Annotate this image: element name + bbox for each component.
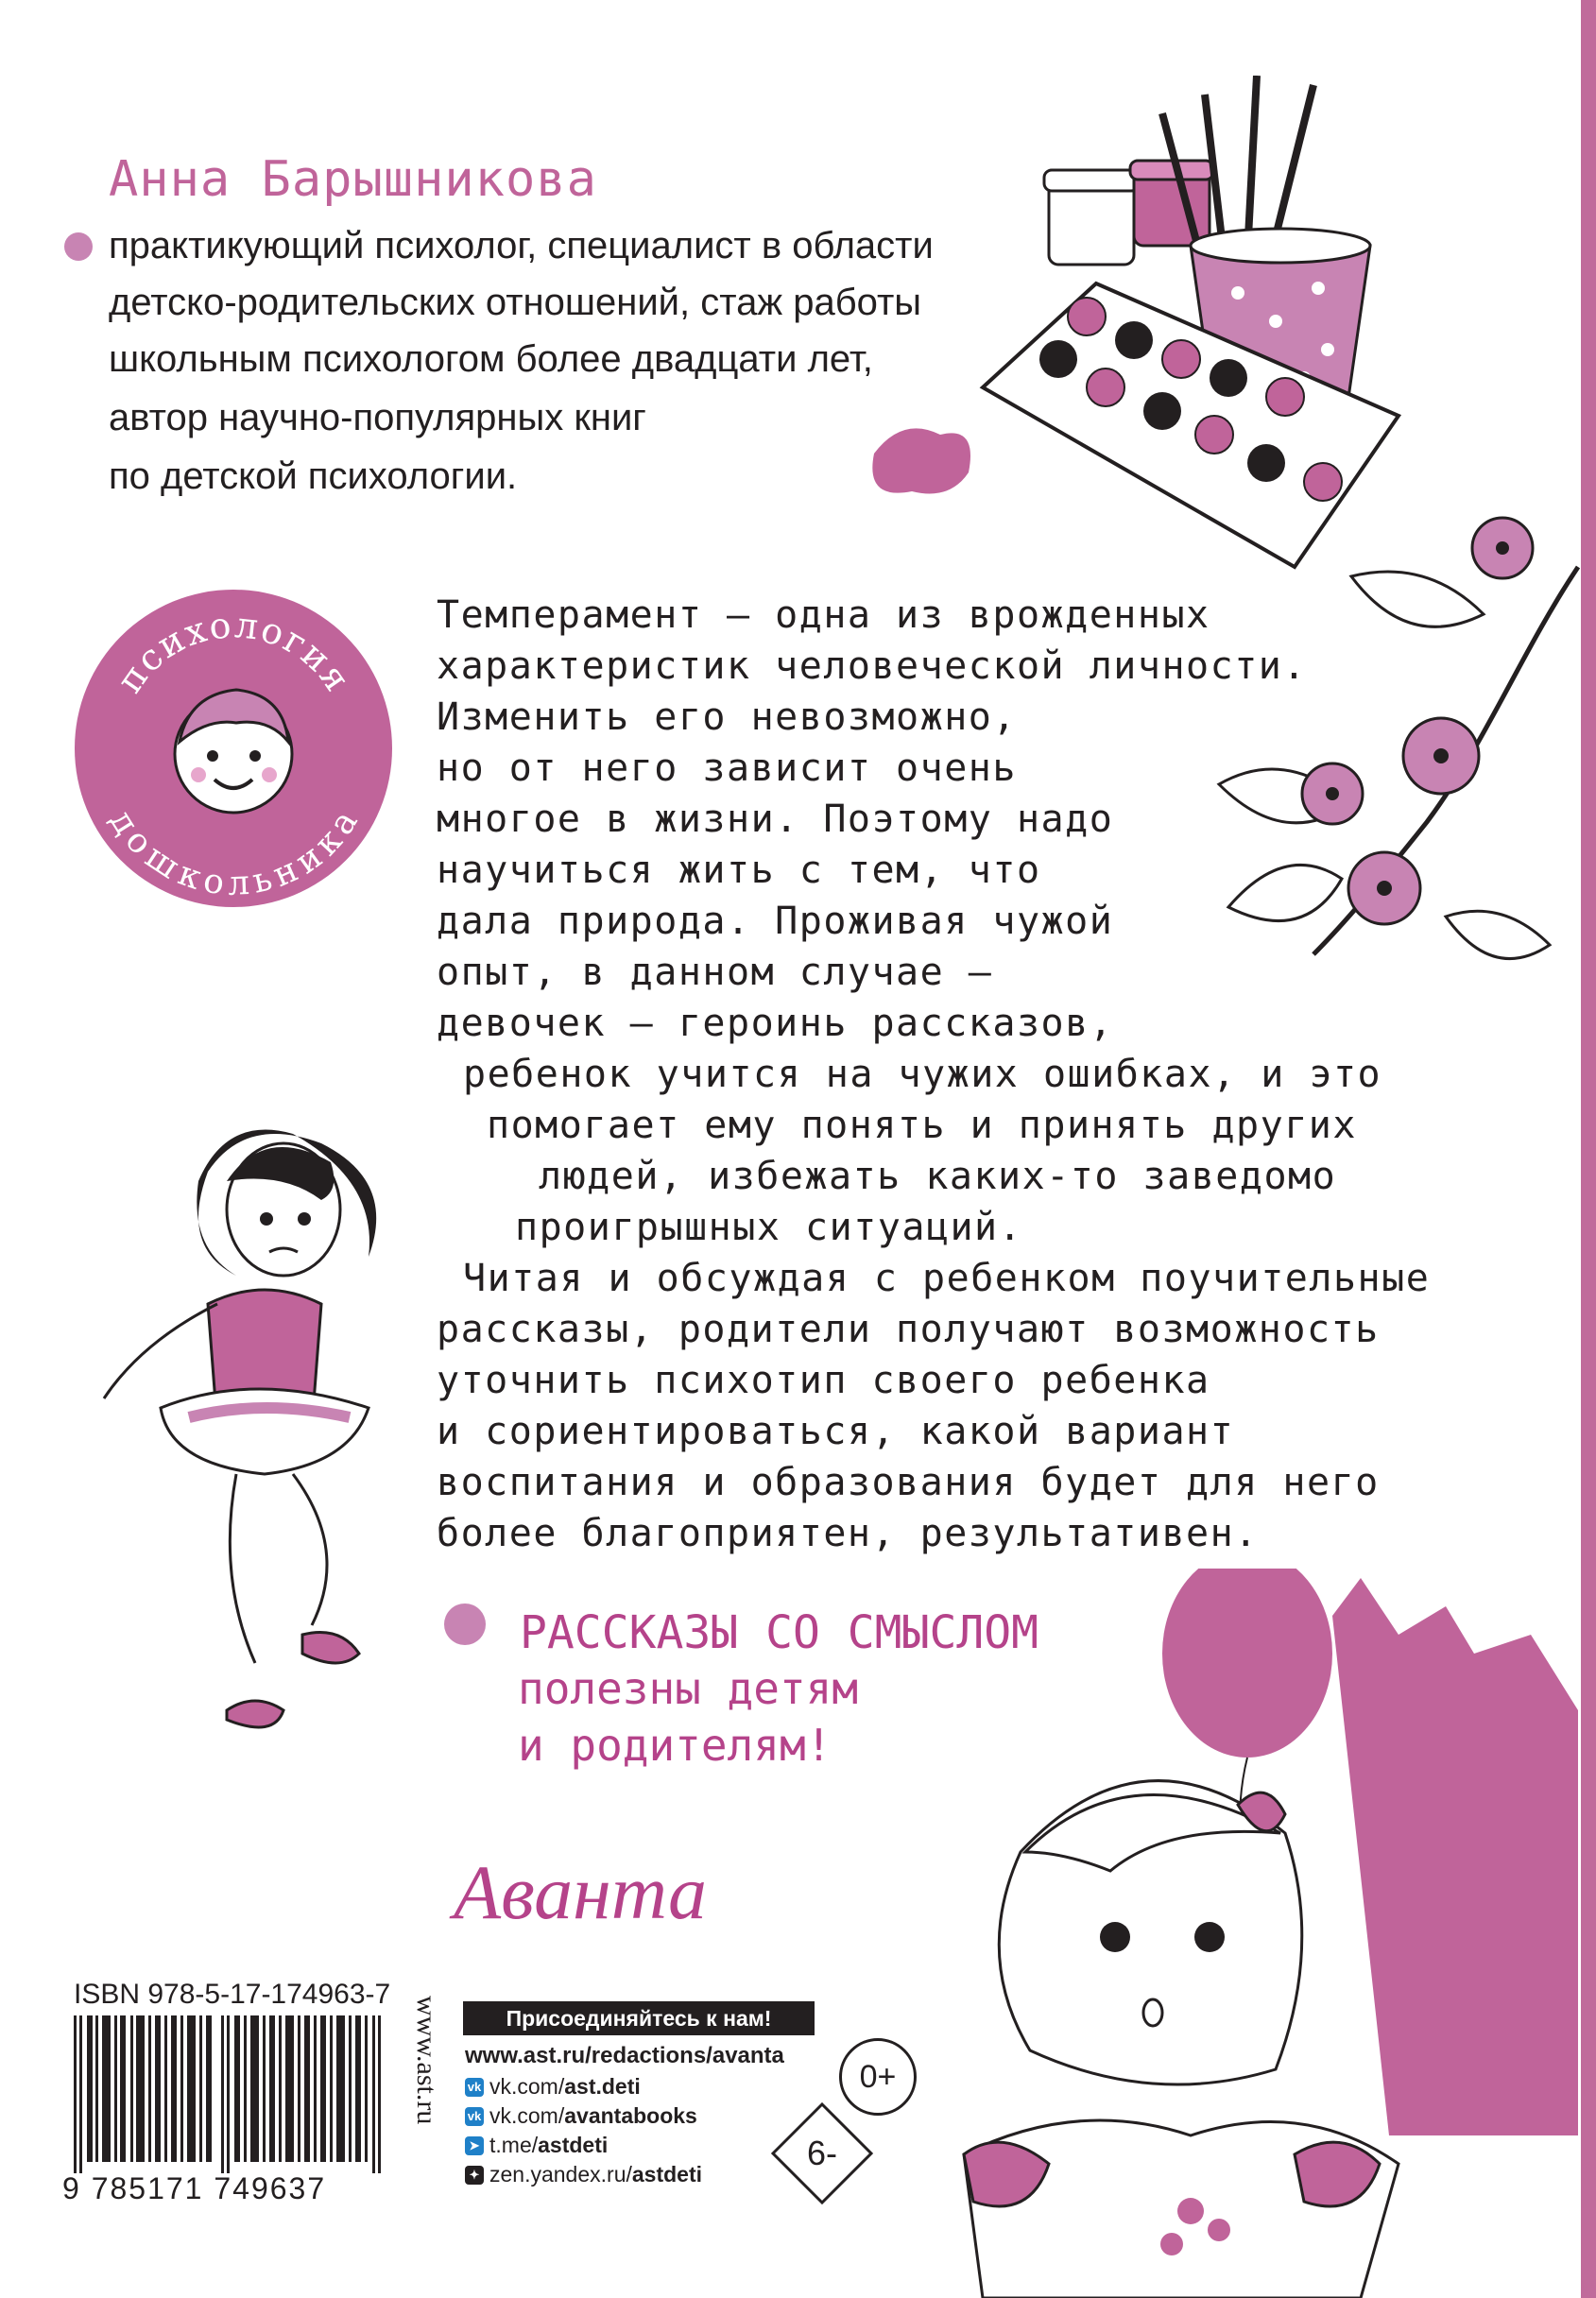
- description-line: Читая и обсуждая с ребенком поучительные: [463, 1257, 1431, 1300]
- description-line: рассказы, родители получают возможность: [437, 1308, 1380, 1351]
- description-line: научиться жить с тем, что: [437, 849, 1041, 892]
- telegram-icon: ➤: [465, 2136, 484, 2155]
- social-link-vk-avantabooks[interactable]: vk vk.com/ avantabooks: [465, 2103, 697, 2129]
- description-line: дала природа. Проживая чужой: [437, 900, 1114, 943]
- description-line: помогает ему понять и принять других: [487, 1104, 1357, 1147]
- age-recommendation-label: 6-: [806, 2134, 837, 2172]
- age-rating-badge: 0+: [839, 2038, 917, 2116]
- description-line: ребенок учится на чужих ошибках, и это: [463, 1053, 1382, 1096]
- badge-bottom-text: дошкольника: [101, 802, 367, 903]
- description-line: характеристик человеческой личности.: [437, 644, 1307, 688]
- social-link-vk-astdeti[interactable]: vk vk.com/ ast.deti: [465, 2074, 641, 2100]
- description-line: более благоприятен, результативен.: [437, 1512, 1259, 1555]
- description-line: опыт, в данном случае —: [437, 951, 993, 994]
- badge-top-text: психология: [108, 603, 360, 700]
- bio-line: практикующий психолог, специалист в области: [109, 225, 934, 266]
- right-edge-strip: [1581, 0, 1596, 2298]
- website-link[interactable]: www.ast.ru/redactions/avanta: [465, 2043, 784, 2068]
- social-link-zen[interactable]: ✦ zen.yandex.ru/ astdeti: [465, 2162, 702, 2187]
- author-name: Анна Барышникова: [109, 151, 597, 208]
- vk-icon: vk: [465, 2107, 484, 2126]
- barcode-digits: 9 785171 749637: [62, 2171, 327, 2205]
- slogan-title: РАССКАЗЫ СО СМЫСЛОМ: [520, 1606, 1039, 1659]
- vk-icon: vk: [465, 2078, 484, 2097]
- vertical-website: www.ast.ru: [411, 1996, 442, 2125]
- description-line: Изменить его невозможно,: [437, 695, 1017, 739]
- bio-line: автор научно-популярных книг: [109, 397, 646, 438]
- dancing-girl-illustration: [57, 1087, 454, 1767]
- description-line: воспитания и образования будет для него: [437, 1461, 1380, 1504]
- bio-line: детско-родительских отношений, стаж работы: [109, 282, 922, 323]
- description-line: и сориентироваться, какой вариант: [437, 1410, 1235, 1453]
- description-line: людей, избежать каких-то заведомо: [539, 1155, 1337, 1198]
- svg-text:Аванта: Аванта: [454, 1849, 708, 1935]
- paint-supplies-illustration: [850, 76, 1455, 586]
- social-link-telegram[interactable]: ➤ t.me/ astdeti: [465, 2133, 608, 2158]
- join-us-banner: Присоединяйтесь к нам!: [463, 2001, 815, 2035]
- description-line: девочек — героинь рассказов,: [437, 1002, 1114, 1045]
- description-line: Темперамент — одна из врожденных: [437, 593, 1210, 637]
- zen-icon: ✦: [465, 2166, 484, 2185]
- slogan-line: и родителям!: [518, 1720, 832, 1771]
- bullet-dot: [64, 232, 93, 261]
- bio-line: по детской психологии.: [109, 455, 518, 497]
- description-line: но от него зависит очень: [437, 746, 1017, 790]
- isbn-label: ISBN 978-5-17-174963-7: [74, 1979, 391, 2010]
- publisher-logo: [444, 1814, 747, 1956]
- series-badge: [71, 586, 397, 912]
- description-line: проигрышных ситуаций.: [515, 1206, 1023, 1249]
- description-line: уточнить психотип своего ребенка: [437, 1359, 1210, 1402]
- barcode: [74, 2015, 386, 2173]
- bio-line: школьным психологом более двадцати лет,: [109, 338, 873, 380]
- blossom-branch-illustration: [1200, 510, 1581, 1020]
- girl-with-balloons-illustration: [935, 1569, 1581, 2298]
- bullet-dot: [444, 1603, 486, 1645]
- description-line: многое в жизни. Поэтому надо: [437, 797, 1114, 841]
- slogan-line: полезны детям: [518, 1663, 859, 1714]
